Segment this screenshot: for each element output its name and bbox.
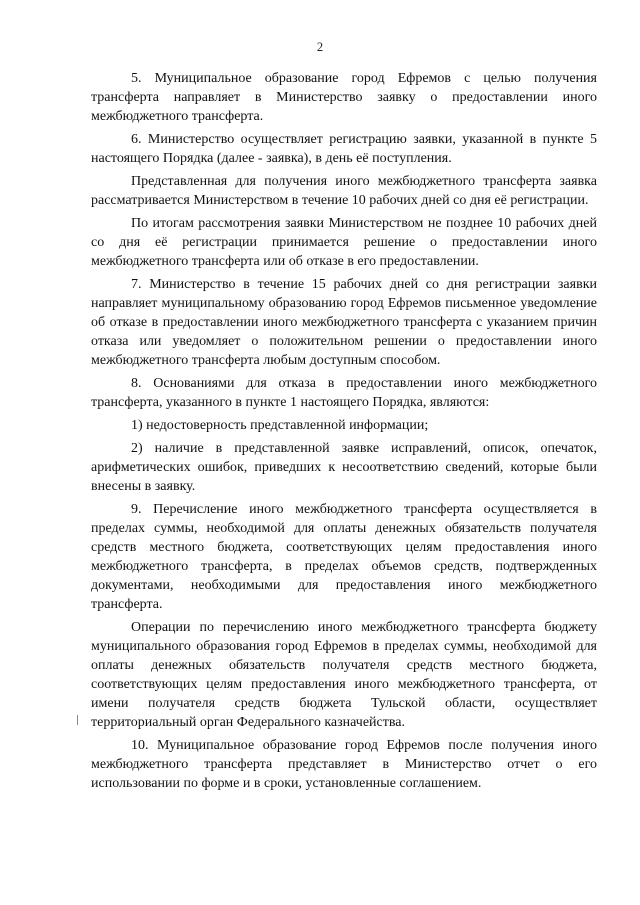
refusal-reason-1: 1) недостоверность представленной информации; — [131, 418, 429, 433]
margin-scan-mark — [77, 715, 78, 725]
paragraph-item-9: 9. Перечисление иного межбюджетного трансферта осуществляется в пределах суммы, необходимой для оплаты денежных обязательств получателя средств местного бюджета, соответствующих целям предоставления иного межбюджетного трансферта, в пределах объемов средств, подтвержденных документами, необходимыми для предоставления иного межбюджетного трансферта. — [91, 502, 597, 612]
paragraph-item-5: 5. Муниципальное образование город Ефремов с целью получения трансферта направляет в Министерство заявку о предоставлении иного межбюджетного трансферта. — [91, 71, 597, 124]
page-number: 2 — [316, 40, 324, 54]
paragraph-item-10: 10. Муниципальное образование город Ефремов после получения иного межбюджетного трансферта представляет в Министерство отчет о его использовании по форме и в сроки, установленные соглашением. — [91, 738, 597, 791]
paragraph-transfer-operations: Операции по перечислению иного межбюджетного трансферта бюджету муниципального образования город Ефремов в пределах суммы, необходимой для оплаты денежных обязательств получателя средств местного бюджета, соответствующих целям предоставления иного межбюджетного трансферта, от имени получателя средств бюджета Тульской области, осуществляет территориальный орган Федерального казначейства. — [91, 620, 597, 730]
paragraph-item-6: 6. Министерство осуществляет регистрацию заявки, указанной в пункте 5 настоящего Порядка (далее - заявка), в день её поступления. — [91, 132, 597, 166]
paragraph-item-8: 8. Основаниями для отказа в предоставлении иного межбюджетного трансферта, указанного в пункте 1 настоящего Порядка, являются: — [91, 376, 597, 410]
paragraph-review-decision: По итогам рассмотрения заявки Министерством не позднее 10 рабочих дней со дня её регистрации принимается решение о предоставлении иного межбюджетного трансферта или об отказе в его предоставлении. — [91, 216, 597, 269]
document-body — [91, 69, 597, 797]
paragraph-application-review: Представленная для получения иного межбюджетного трансферта заявка рассматривается Министерством в течение 10 рабочих дней со дня её регистрации. — [91, 174, 597, 208]
refusal-reason-2: 2) наличие в представленной заявке исправлений, описок, опечаток, арифметических ошибок, приведших к несоответствию сведений, которые были внесены в заявку. — [91, 441, 597, 494]
paragraph-item-7: 7. Министерство в течение 15 рабочих дней со дня регистрации заявки направляет муниципальному образованию город Ефремов письменное уведомление об отказе в предоставлении иного межбюджетного трансферта с указанием причин отказа или уведомляет о положительном решении о предоставлении иного межбюджетного трансферта любым доступным способом. — [91, 277, 597, 368]
